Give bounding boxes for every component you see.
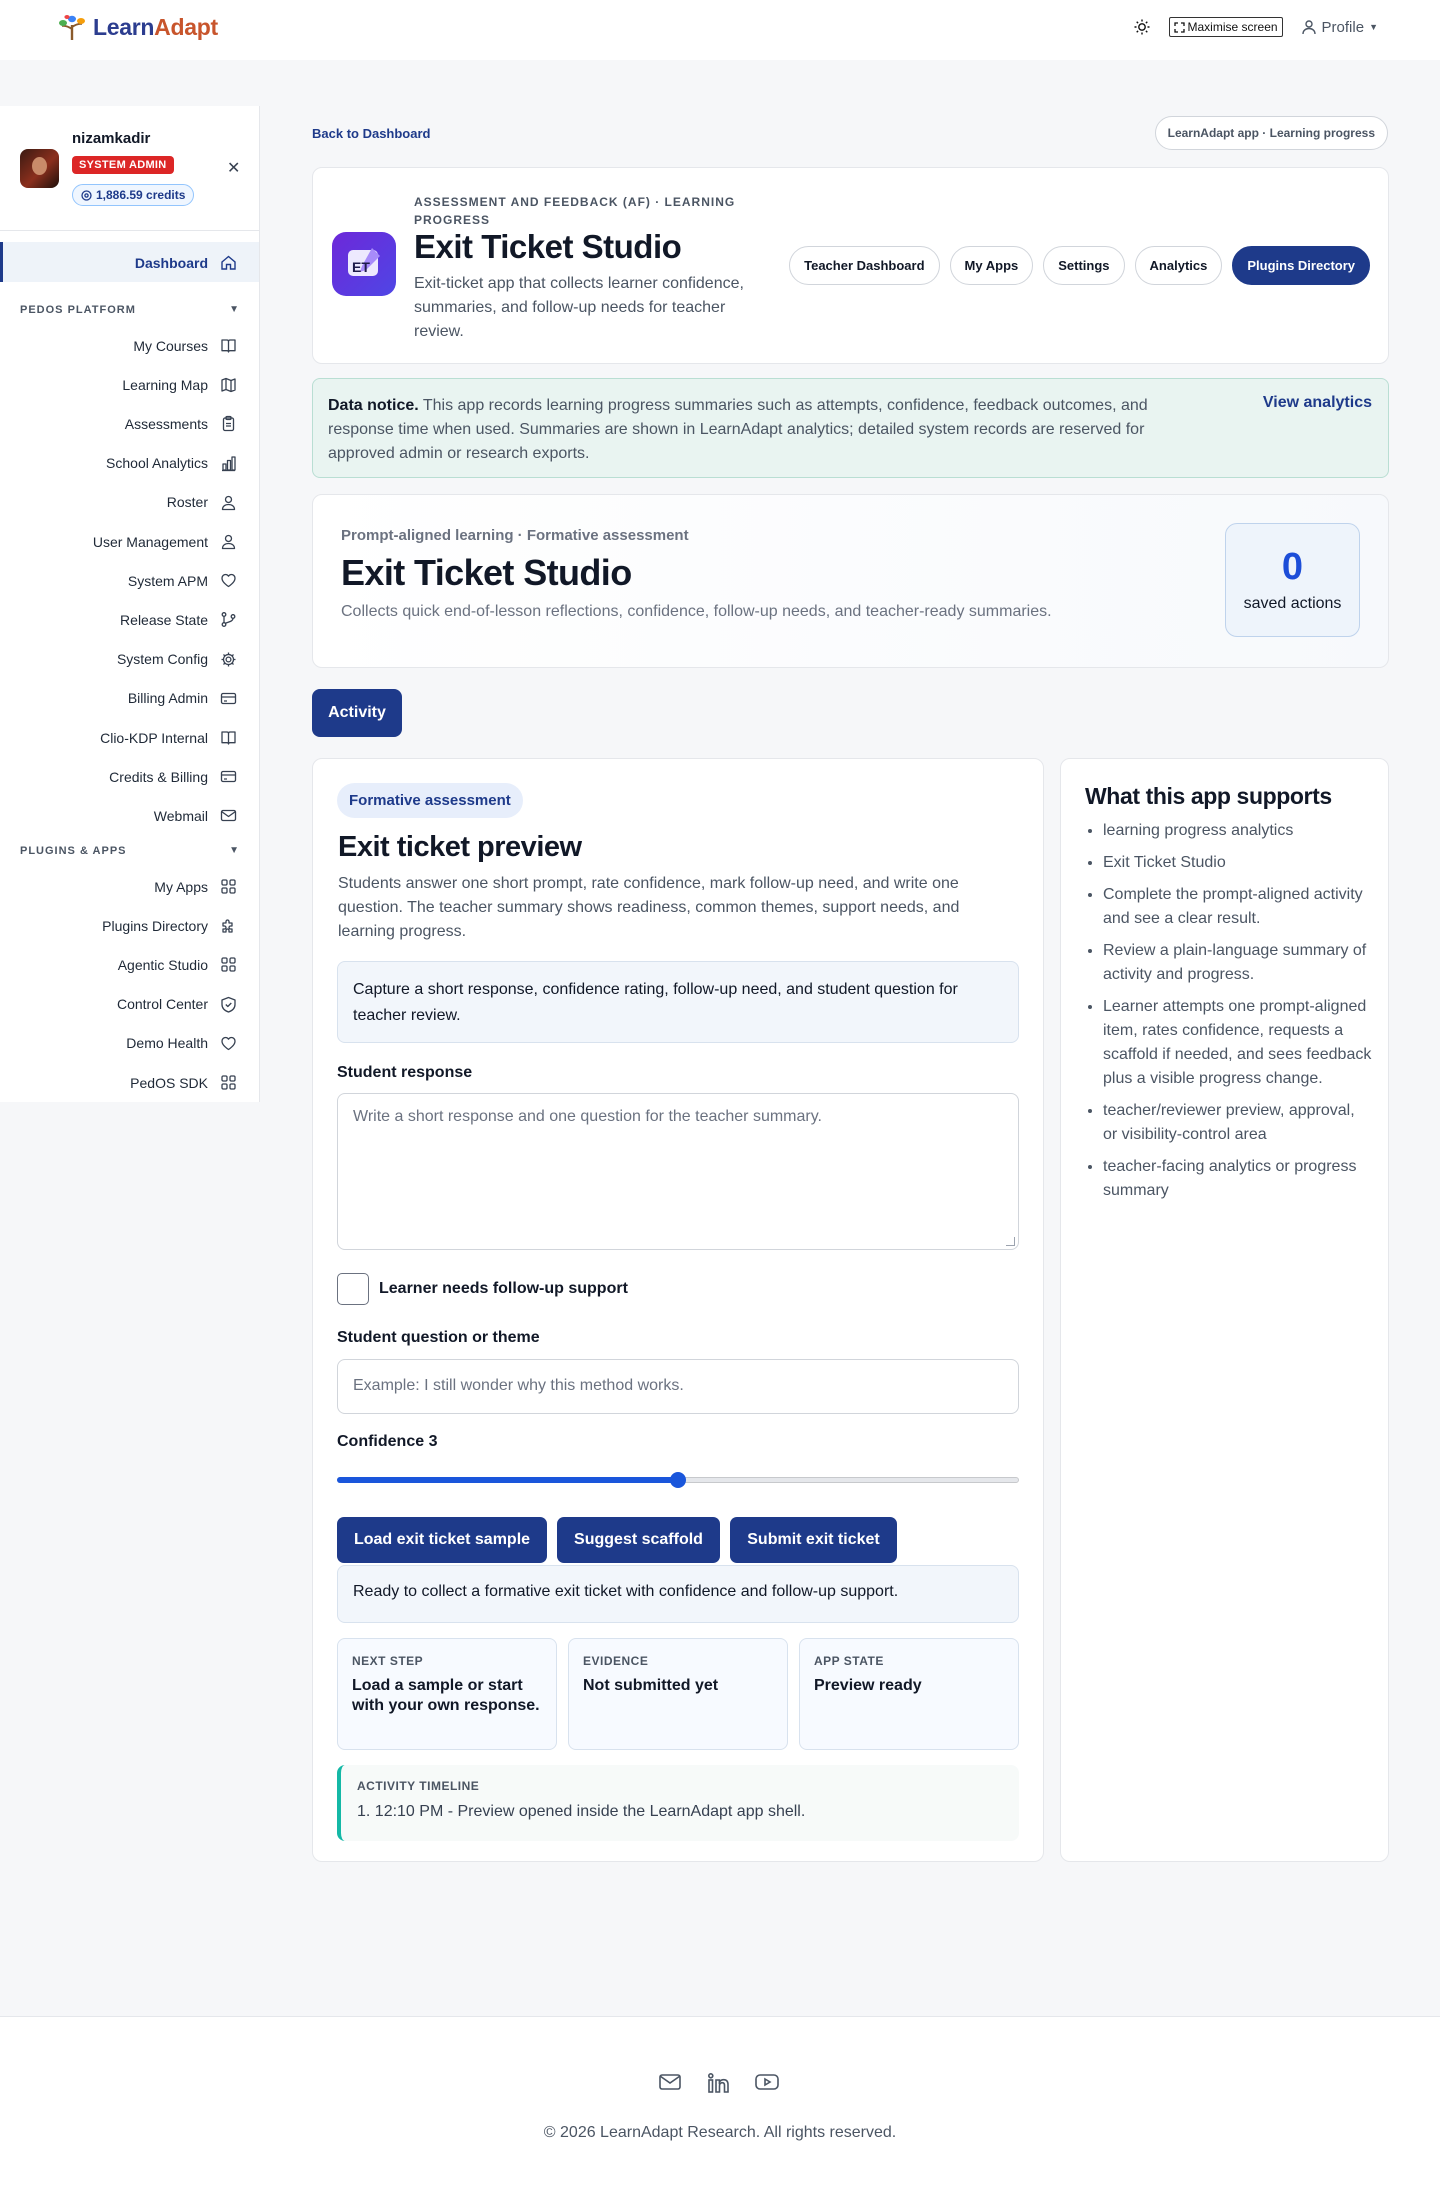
copyright: © 2026 LearnAdapt Research. All rights reserved.	[543, 2124, 897, 2141]
tab-settings[interactable]: Settings	[1043, 246, 1124, 285]
chevron-down-icon: ▼	[229, 845, 240, 856]
grid-icon	[220, 956, 237, 973]
sidebar-item-label: System Config	[116, 651, 208, 668]
sidebar-item-system-config[interactable]	[117, 651, 237, 668]
credits-badge	[72, 184, 194, 206]
sidebar-item-label: Agentic Studio	[117, 956, 208, 973]
sidebar-item-label: Roster	[166, 494, 208, 511]
activity-card	[312, 758, 1044, 1862]
resize-handle[interactable]	[1006, 1237, 1015, 1246]
data-notice	[312, 378, 1389, 478]
app-category: ASSESSMENT AND FEEDBACK (AF) · LEARNING PROGRESS	[414, 195, 736, 227]
saved-actions-count: 0	[1281, 546, 1304, 588]
formative-assessment-chip: Formative assessment	[337, 783, 523, 818]
section-label: PLUGINS & APPS	[20, 845, 127, 857]
home-icon	[220, 254, 237, 271]
card-value: Load a sample or start with your own response.	[352, 1677, 540, 1714]
summary-title: Exit Ticket Studio	[341, 552, 632, 593]
tab-analytics[interactable]: Analytics	[1135, 246, 1223, 285]
sun-icon[interactable]	[1133, 18, 1151, 36]
profile-label: Profile	[1321, 18, 1365, 36]
users-icon	[220, 494, 237, 511]
sidebar-item-control-center[interactable]	[117, 996, 237, 1013]
sidebar-item-webmail[interactable]	[154, 807, 237, 824]
avatar	[20, 149, 59, 188]
maximise-label: Maximise screen	[1187, 20, 1278, 34]
profile-menu[interactable]	[1301, 19, 1378, 36]
maximise-screen-button[interactable]	[1169, 17, 1283, 37]
evidence-card	[568, 1638, 788, 1750]
sidebar-item-label: System APM	[127, 572, 208, 589]
card-icon	[220, 690, 237, 707]
confidence-slider-thumb[interactable]	[670, 1472, 686, 1488]
card-key: EVIDENCE	[583, 1654, 649, 1668]
close-sidebar-button[interactable]: ✕	[227, 160, 241, 177]
summary-kicker: Prompt-aligned learning · Formative assessment	[341, 527, 689, 544]
tab-teacher-dashboard[interactable]: Teacher Dashboard	[789, 246, 939, 285]
student-response-label: Student response	[337, 1064, 473, 1081]
app-summary-card	[312, 494, 1389, 668]
status-message: Ready to collect a formative exit ticket with confidence and follow-up support.	[337, 1565, 1019, 1623]
map-icon	[220, 376, 237, 393]
sidebar-item-plugins-directory[interactable]	[102, 917, 237, 934]
sidebar-item-assessments[interactable]	[125, 415, 237, 432]
puzzle-icon	[220, 917, 237, 934]
card-key: APP STATE	[814, 1654, 884, 1668]
followup-label: Learner needs follow-up support	[379, 1280, 628, 1297]
confidence-label: Confidence 3	[337, 1433, 438, 1450]
load-sample-button[interactable]: Load exit ticket sample	[337, 1517, 547, 1563]
sidebar-item-label: Plugins Directory	[102, 917, 208, 934]
sidebar-item-label: User Management	[92, 533, 208, 550]
users-icon	[220, 533, 237, 550]
data-notice-body: This app records learning progress summaries such as attempts, confidence, feedback outcomes, and response time when used. Summaries are shown in LearnAdapt analytics; detailed system records are reserved for approved admin or research exports.	[328, 397, 1148, 462]
supports-item: • teacher/reviewer preview, approval, or visibility-control area	[1103, 1099, 1373, 1147]
sidebar-item-my-courses[interactable]	[133, 337, 237, 354]
tab-my-apps[interactable]: My Apps	[950, 246, 1034, 285]
sidebar-item-demo-health[interactable]	[126, 1035, 237, 1052]
sidebar-item-label: Clio-KDP Internal	[100, 729, 208, 746]
shield-icon	[220, 996, 237, 1013]
student-response-textarea[interactable]	[337, 1093, 1019, 1250]
role-badge: SYSTEM ADMIN	[72, 156, 174, 174]
supports-item: • teacher-facing analytics or progress summary	[1103, 1155, 1373, 1203]
sidebar-item-label: Assessments	[124, 415, 208, 432]
sidebar-item-label: My Apps	[154, 878, 208, 895]
app-title: Exit Ticket Studio	[414, 228, 682, 265]
activity-title: Exit ticket preview	[338, 831, 582, 863]
activity-timeline	[337, 1765, 1019, 1841]
mail-icon	[220, 807, 237, 824]
footer	[0, 2016, 1440, 2190]
saved-actions-stat	[1225, 523, 1360, 637]
sidebar-item-label: Release State	[120, 611, 208, 628]
confidence-slider-fill	[337, 1477, 678, 1483]
book-icon	[220, 337, 237, 354]
logo-text: LearnAdapt	[93, 13, 218, 40]
card-value: Preview ready	[814, 1677, 922, 1694]
sidebar-item-clio-kdp-internal[interactable]	[100, 729, 237, 746]
student-question-label: Student question or theme	[337, 1329, 540, 1346]
sidebar-item-label: Webmail	[153, 807, 208, 824]
mail-icon[interactable]	[658, 2072, 682, 2094]
git-branch-icon	[220, 611, 237, 628]
section-label: PEDOS PLATFORM	[20, 304, 136, 316]
book-icon	[220, 729, 237, 746]
activity-description: Students answer one short prompt, rate confidence, mark follow-up need, and write one question. The teacher summary shows readiness, common themes, support needs, and learning progress.	[338, 875, 960, 940]
timeline-label: ACTIVITY TIMELINE	[357, 1779, 480, 1793]
supports-item: • Complete the prompt-aligned activity and see a clear result.	[1103, 883, 1373, 931]
app-nav-tabs	[789, 246, 1370, 285]
sidebar-item-label: Demo Health	[126, 1035, 208, 1052]
sidebar-item-my-apps[interactable]	[154, 878, 237, 895]
sidebar-item-pedos-sdk[interactable]	[130, 1074, 237, 1091]
sidebar-item-billing-admin[interactable]	[128, 690, 237, 707]
linkedin-icon[interactable]	[706, 2072, 730, 2094]
sidebar-item-roster[interactable]	[167, 494, 237, 511]
sidebar-item-label: Dashboard	[134, 254, 208, 271]
card-value: Not submitted yet	[583, 1677, 719, 1694]
sidebar-item-label: Billing Admin	[127, 690, 208, 707]
student-question-input[interactable]: Example: I still wonder why this method works.	[337, 1359, 1019, 1414]
chevron-down-icon: ▼	[1369, 22, 1378, 32]
user-icon	[1301, 19, 1317, 35]
app-icon-text: ET	[352, 259, 370, 275]
logo-tree-icon	[57, 13, 87, 41]
sidebar-item-credits-billing[interactable]	[109, 768, 237, 785]
youtube-icon[interactable]	[754, 2072, 780, 2094]
gear-icon	[220, 651, 237, 668]
supports-title: What this app supports	[1085, 783, 1332, 809]
textarea-placeholder: Write a short response and one question for the teacher summary.	[353, 1108, 822, 1125]
app-description: Exit-ticket app that collects learner confidence, summaries, and follow-up needs for teacher review.	[414, 275, 744, 340]
section-header-pedos[interactable]	[20, 304, 240, 316]
sidebar-item-label: Control Center	[116, 996, 208, 1013]
supports-list	[1103, 819, 1373, 1211]
heart-icon	[220, 572, 237, 589]
data-notice-lead: Data notice.	[328, 397, 419, 414]
user-card	[0, 106, 259, 231]
sidebar-item-dashboard[interactable]	[135, 254, 237, 271]
sidebar-item-school-analytics[interactable]	[106, 455, 237, 472]
sidebar-item-agentic-studio[interactable]	[118, 956, 237, 973]
grid-icon	[220, 1074, 237, 1091]
supports-item: • Exit Ticket Studio	[1103, 851, 1373, 875]
back-to-dashboard-link[interactable]: Back to Dashboard	[312, 126, 431, 141]
maximise-icon	[1174, 22, 1185, 33]
sidebar-item-learning-map[interactable]	[122, 376, 237, 393]
card-key: NEXT STEP	[352, 1654, 424, 1668]
credits-label: 1,886.59 credits	[96, 188, 186, 202]
sidebar-item-system-apm[interactable]	[128, 572, 237, 589]
tab-activity[interactable]: Activity	[312, 689, 402, 737]
heart-icon	[220, 1035, 237, 1052]
followup-checkbox[interactable]	[337, 1273, 369, 1305]
grid-icon	[220, 878, 237, 895]
sidebar-item-label: PedOS SDK	[130, 1074, 208, 1091]
section-header-plugins[interactable]	[20, 845, 240, 857]
sidebar	[0, 106, 260, 1102]
top-bar	[0, 0, 1440, 60]
summary-description: Collects quick end-of-lesson reflections, confidence, follow-up needs, and teacher-ready summaries.	[341, 603, 1052, 620]
supports-item: • Review a plain-language summary of activity and progress.	[1103, 939, 1373, 987]
sidebar-item-label: My Courses	[133, 337, 208, 354]
activity-prompt: Capture a short response, confidence rating, follow-up need, and student question for teacher review.	[337, 961, 1019, 1043]
card-icon	[220, 768, 237, 785]
sidebar-item-label: School Analytics	[106, 455, 208, 472]
supports-item: • learning progress analytics	[1103, 819, 1373, 843]
timeline-entry: 1. 12:10 PM - Preview opened inside the LearnAdapt app shell.	[357, 1803, 806, 1820]
data-notice-text	[328, 394, 1208, 466]
sidebar-item-release-state[interactable]	[120, 611, 237, 628]
bar-chart-icon	[220, 455, 237, 472]
app-header-card	[312, 167, 1389, 364]
submit-exit-ticket-button[interactable]: Submit exit ticket	[730, 1517, 897, 1563]
suggest-scaffold-button[interactable]: Suggest scaffold	[557, 1517, 720, 1563]
clipboard-icon	[220, 415, 237, 432]
credits-icon	[81, 190, 92, 201]
logo[interactable]	[57, 13, 218, 41]
supports-card	[1060, 758, 1389, 1862]
tab-plugins-directory[interactable]: Plugins Directory	[1232, 246, 1370, 285]
sidebar-item-user-management[interactable]	[93, 533, 237, 550]
breadcrumb: LearnAdapt app · Learning progress	[1155, 116, 1388, 150]
sidebar-item-label: Credits & Billing	[109, 768, 208, 785]
sidebar-item-label: Learning Map	[122, 376, 208, 393]
app-state-card	[799, 1638, 1019, 1750]
supports-item: • Learner attempts one prompt-aligned item, rates confidence, requests a scaffold if needed, and sees feedback plus a visible progress change.	[1103, 995, 1373, 1091]
saved-actions-label: saved actions	[1243, 595, 1342, 612]
view-analytics-link[interactable]: View analytics	[1262, 394, 1372, 411]
exit-ticket-app-icon	[332, 232, 396, 296]
next-step-card	[337, 1638, 557, 1750]
chevron-down-icon: ▼	[229, 304, 240, 315]
user-name: nizamkadir	[72, 130, 151, 147]
